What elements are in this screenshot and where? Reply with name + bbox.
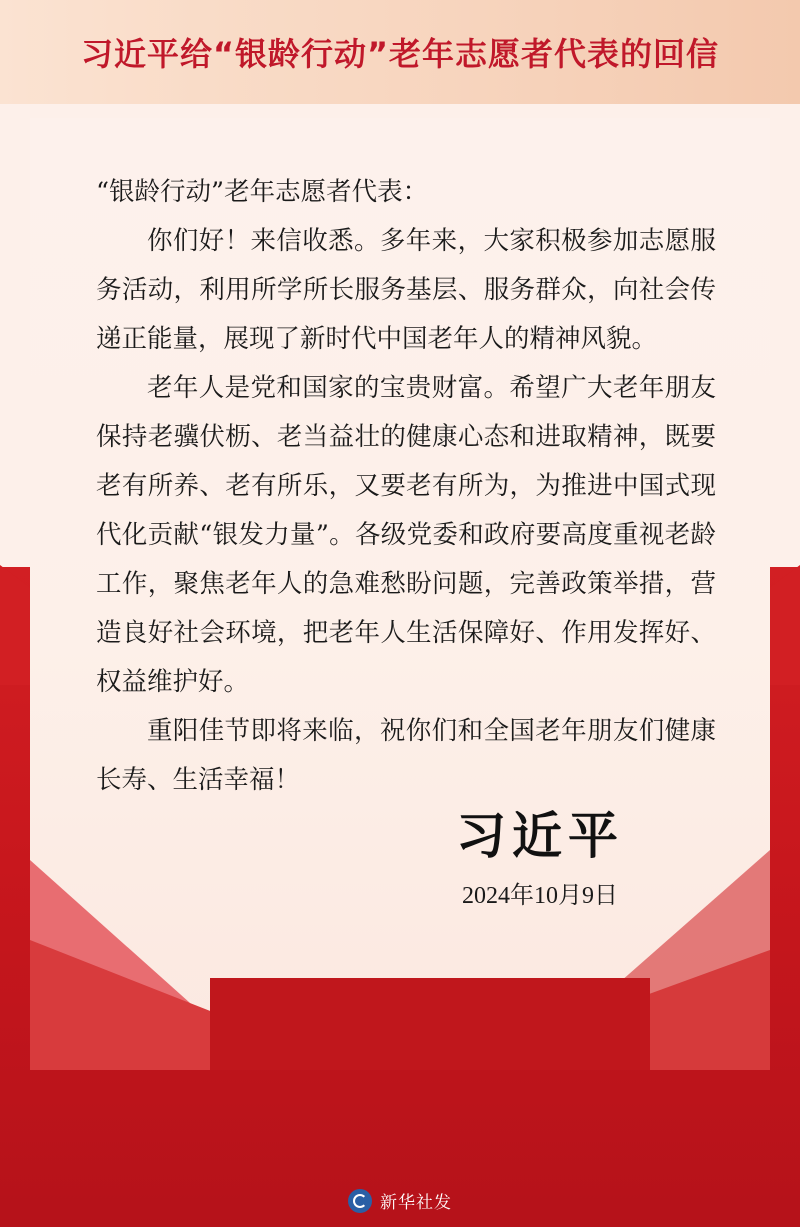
title-banner-inner [0,0,800,104]
letter-body [30,118,770,1070]
letter-paragraph-3: 重阳佳节即将来临，祝你们和全国老年朋友们健康长寿、生活幸福！ [96,716,716,795]
letter-paragraph-2: 老年人是党和国家的宝贵财富。希望广大老年朋友保持老骥伏枥、老当益壮的健康心态和进取精神，既要老有所养、老有所乐，又要老有所为，为推进中国式现代化贡献“银发力量”。各级党委和政府要高度重视老龄工作，聚焦老年人的急难愁盼问题，完善政策举措，营造良好社会环境，把老年人生活保障好、作用发挥好、权益维护好。 [96,373,716,697]
title-banner [0,0,800,104]
signature-date: 2024年10月9日 [462,883,618,909]
footer-credit [0,1188,800,1213]
letter-salutation: “银龄行动”老年志愿者代表： [96,177,429,207]
signature-name: 习近平 [456,806,624,865]
page-title: 习近平给“银龄行动”老年志愿者代表的回信 [80,35,720,73]
xinhua-logo-icon [348,1189,372,1213]
signature-block [390,808,690,910]
letter-paragraph-1: 你们好！来信收悉。多年来，大家积极参加志愿服务活动，利用所学所长服务基层、服务群众，向社会传递正能量，展现了新时代中国老年人的精神风貌。 [96,226,716,354]
footer-credit-label: 新华社发 [380,1193,452,1213]
letter-text-block [96,168,716,805]
